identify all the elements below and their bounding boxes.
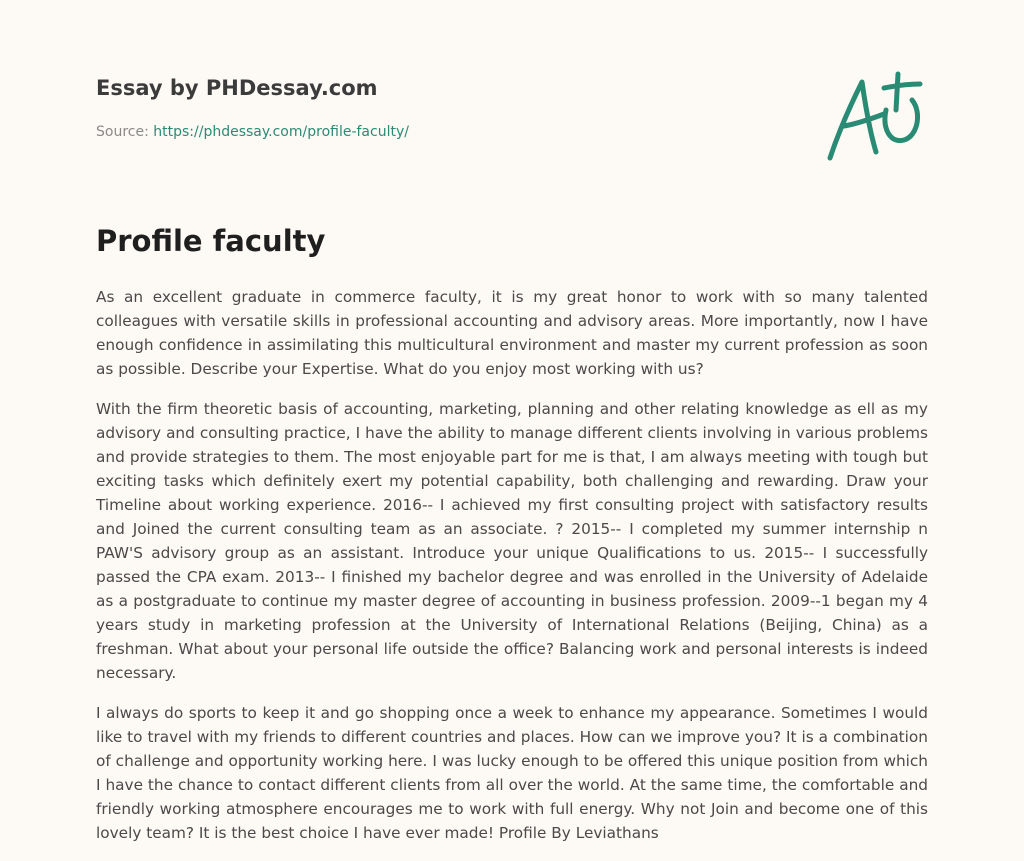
essay-title: Profile faculty xyxy=(96,224,326,258)
essay-paragraph: I always do sports to keep it and go shopping once a week to enhance my appearance. Sometimes I would like to travel with my friends to different countries and places. How can we improve you? It is a combination of challenge and opportunity working here. I was lucky enough to be offered this unique position from which I have the chance to contact different clients from all over the world. At the same time, the comfortable and friendly working atmosphere encourages me to work with full energy. Why not Join and become one of this lovely team? It is the best choice I have ever made! Profile By Leviathans xyxy=(96,704,928,842)
site-brand: Essay by PHDessay.com xyxy=(96,76,378,100)
essay-paragraph: As an excellent graduate in commerce faculty, it is my great honor to work with so many talented colleagues with versatile skills in professional accounting and advisory areas. More importantly, now I have enough confidence in assimilating this multicultural environment and master my current profession as soon as possible. Describe your Expertise. What do you enjoy most working with us? xyxy=(96,288,928,378)
a-plus-logo-icon xyxy=(824,70,928,166)
essay-body xyxy=(96,285,928,861)
essay-paragraph: With the firm theoretic basis of accounting, marketing, planning and other relating knowledge as ell as my advisory and consulting practice, I have the ability to manage different clients involving in various problems and provide strategies to them. The most enjoyable part for me is that, I am always meeting with tough but exciting tasks which definitely exert my potential capability, both challenging and rewarding. Draw your Timeline about working experience. 2016-- I achieved my first consulting project with satisfactory results and Joined the current consulting team as an associate. ? 2015-- I completed my summer internship n PAW'S advisory group as an assistant. Introduce your unique Qualifications to us. 2015-- I successfully passed the CPA exam. 2013-- I finished my bachelor degree and was enrolled in the University of Adelaide as a postgraduate to continue my master degree of accounting in business profession. 2009--1 began my 4 years study in marketing profession at the University of International Relations (Beijing, China) as a freshman. What about your personal life outside the office? Balancing work and personal interests is indeed necessary. xyxy=(96,400,928,682)
source-line xyxy=(96,124,409,140)
source-label: Source: xyxy=(96,124,149,140)
source-link[interactable]: https://phdessay.com/profile-faculty/ xyxy=(153,124,409,140)
